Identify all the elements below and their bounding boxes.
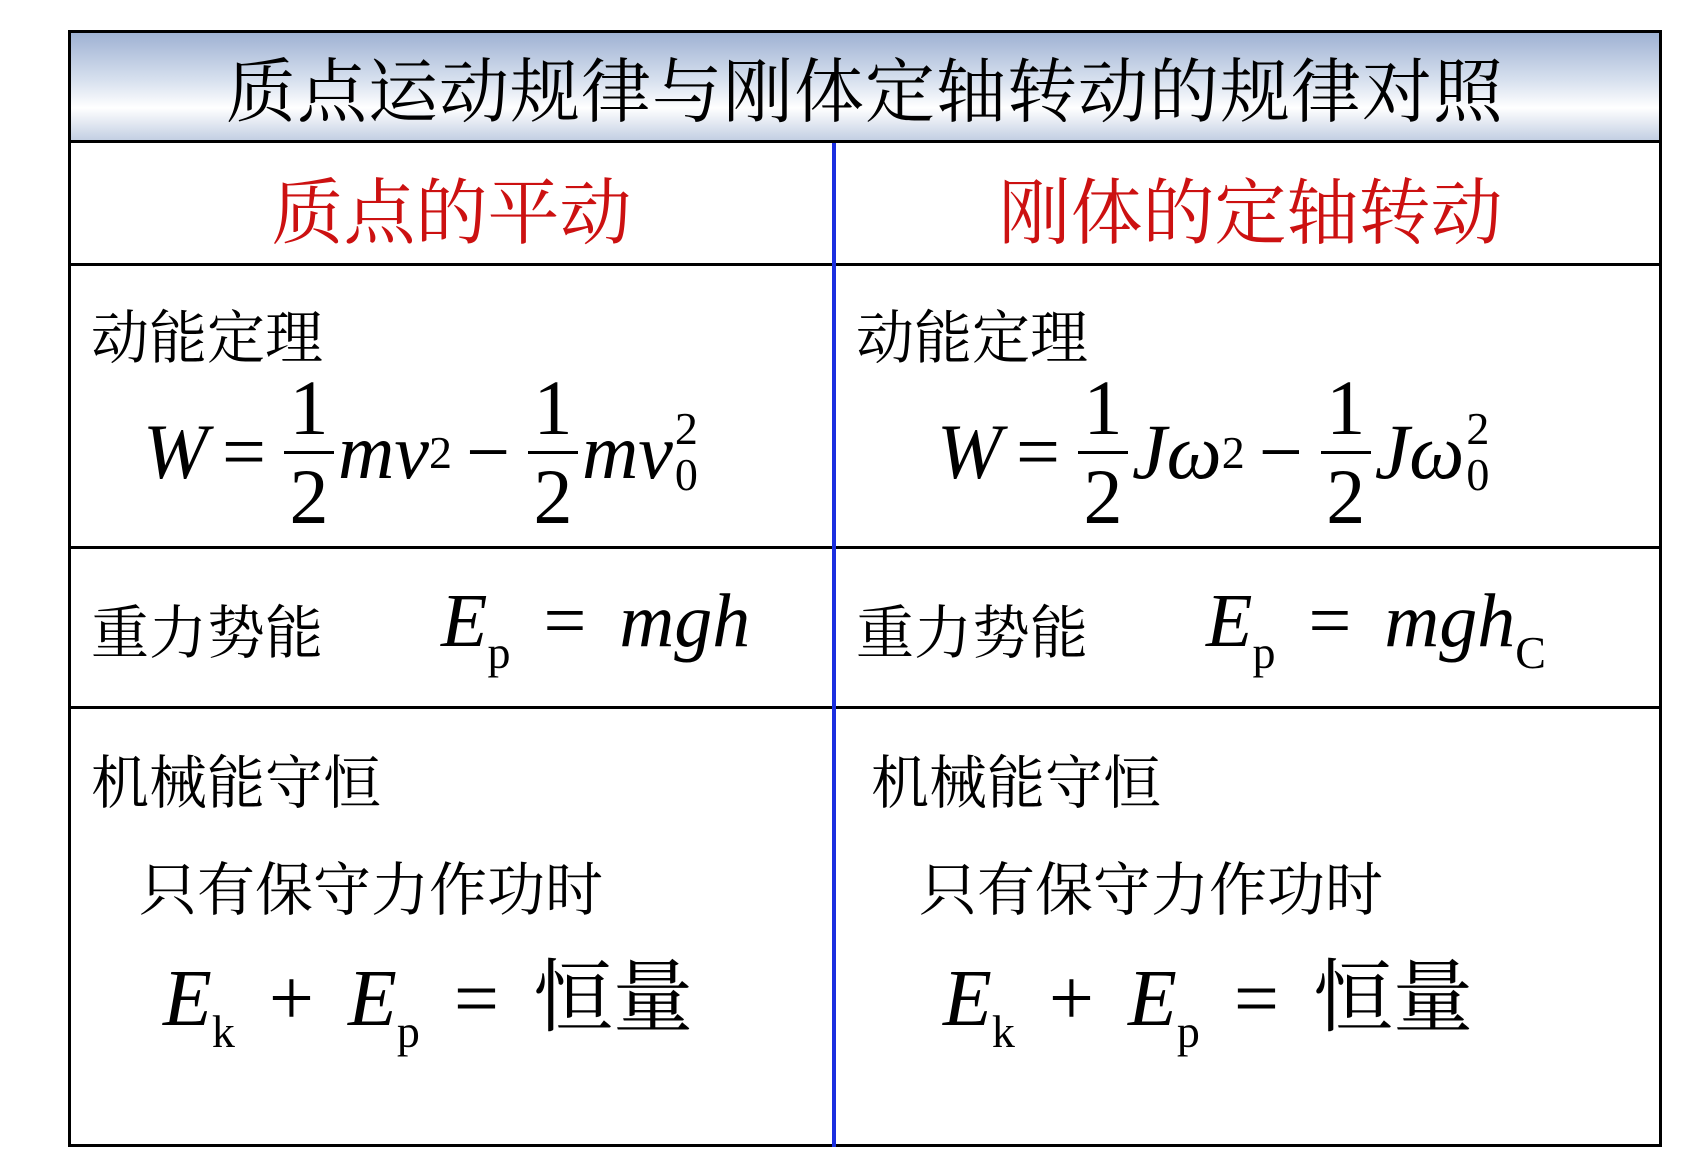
formula-subscript: k (211, 1006, 235, 1057)
formula-operator: + (1048, 955, 1094, 1043)
formula-subscript: 0 (674, 449, 698, 500)
formula-term: Jω (1374, 408, 1465, 495)
formula-sup-sub (1466, 403, 1490, 500)
fraction-numerator: 1 (1083, 363, 1123, 451)
formula-constant: 恒量 (533, 951, 693, 1044)
right-potential-formula (1206, 578, 1546, 679)
right-conservation-label: 机械能守恒 (871, 749, 1162, 817)
formula-symbol: W (937, 408, 1002, 495)
formula-symbol: E (441, 579, 488, 663)
formula-superscript: 2 (1466, 403, 1490, 454)
formula-subscript: p (396, 1006, 420, 1057)
formula-symbol: E (163, 955, 212, 1043)
formula-term: mgh (1384, 579, 1516, 663)
row-divider-potential (71, 706, 1659, 709)
left-kinetic-formula (143, 363, 698, 540)
right-conservation-condition: 只有保守力作功时 (919, 856, 1384, 924)
formula-constant: 恒量 (1313, 951, 1473, 1044)
fraction-denominator: 2 (1083, 452, 1123, 540)
formula-term: mv (337, 408, 429, 495)
formula-term: mv (581, 408, 673, 495)
fraction-numerator: 1 (1326, 363, 1366, 451)
formula-superscript: 2 (1221, 426, 1245, 478)
formula-symbol: E (1128, 955, 1177, 1043)
fraction (1078, 363, 1128, 540)
formula-symbol: E (348, 955, 397, 1043)
formula-term: Jω (1131, 408, 1222, 495)
formula-operator: = (453, 955, 499, 1043)
formula-operator: = (1308, 579, 1352, 663)
left-conservation-label: 机械能守恒 (91, 749, 382, 817)
fraction-numerator: 1 (533, 363, 573, 451)
fraction-denominator: 2 (533, 452, 573, 540)
formula-superscript: 2 (674, 403, 698, 454)
formula-symbol: E (1206, 579, 1253, 663)
left-conservation-formula (163, 933, 693, 1058)
right-conservation-formula (943, 933, 1473, 1058)
formula-operator: = (221, 408, 266, 495)
fraction (284, 363, 334, 540)
column-divider (832, 143, 836, 1147)
left-kinetic-label: 动能定理 (91, 304, 324, 372)
right-column-header: 刚体的定轴转动 (998, 171, 1503, 255)
formula-superscript: 2 (428, 426, 452, 478)
left-column-header: 质点的平动 (271, 171, 632, 255)
formula-subscript: 0 (1466, 449, 1490, 500)
formula-subscript: p (1252, 627, 1276, 678)
fraction-denominator: 2 (289, 452, 329, 540)
row-divider-kinetic (71, 546, 1659, 549)
fraction (528, 363, 578, 540)
formula-operator: = (543, 579, 587, 663)
formula-sup-sub (674, 403, 698, 500)
formula-subscript: p (1176, 1006, 1200, 1057)
formula-subscript: p (487, 627, 511, 678)
title-bar (71, 33, 1659, 143)
right-potential-label: 重力势能 (856, 599, 1089, 667)
fraction-numerator: 1 (289, 363, 329, 451)
fraction-denominator: 2 (1326, 452, 1366, 540)
formula-operator: − (1258, 408, 1303, 495)
formula-operator: = (1233, 955, 1279, 1043)
formula-term: mgh (619, 579, 751, 663)
formula-symbol: E (943, 955, 992, 1043)
fraction (1321, 363, 1371, 540)
page-title: 质点运动规律与刚体定轴转动的规律对照 (226, 51, 1504, 133)
formula-operator: = (1015, 408, 1060, 495)
left-conservation-condition: 只有保守力作功时 (139, 856, 604, 924)
left-potential-label: 重力势能 (91, 599, 324, 667)
comparison-table (68, 30, 1662, 1147)
left-potential-formula (441, 578, 750, 679)
formula-symbol: W (143, 408, 208, 495)
row-divider-header (71, 263, 1659, 266)
formula-subscript: k (991, 1006, 1015, 1057)
formula-subscript: C (1515, 627, 1546, 678)
right-kinetic-formula (937, 363, 1490, 540)
formula-operator: + (268, 955, 314, 1043)
formula-operator: − (465, 408, 510, 495)
right-kinetic-label: 动能定理 (856, 304, 1089, 372)
